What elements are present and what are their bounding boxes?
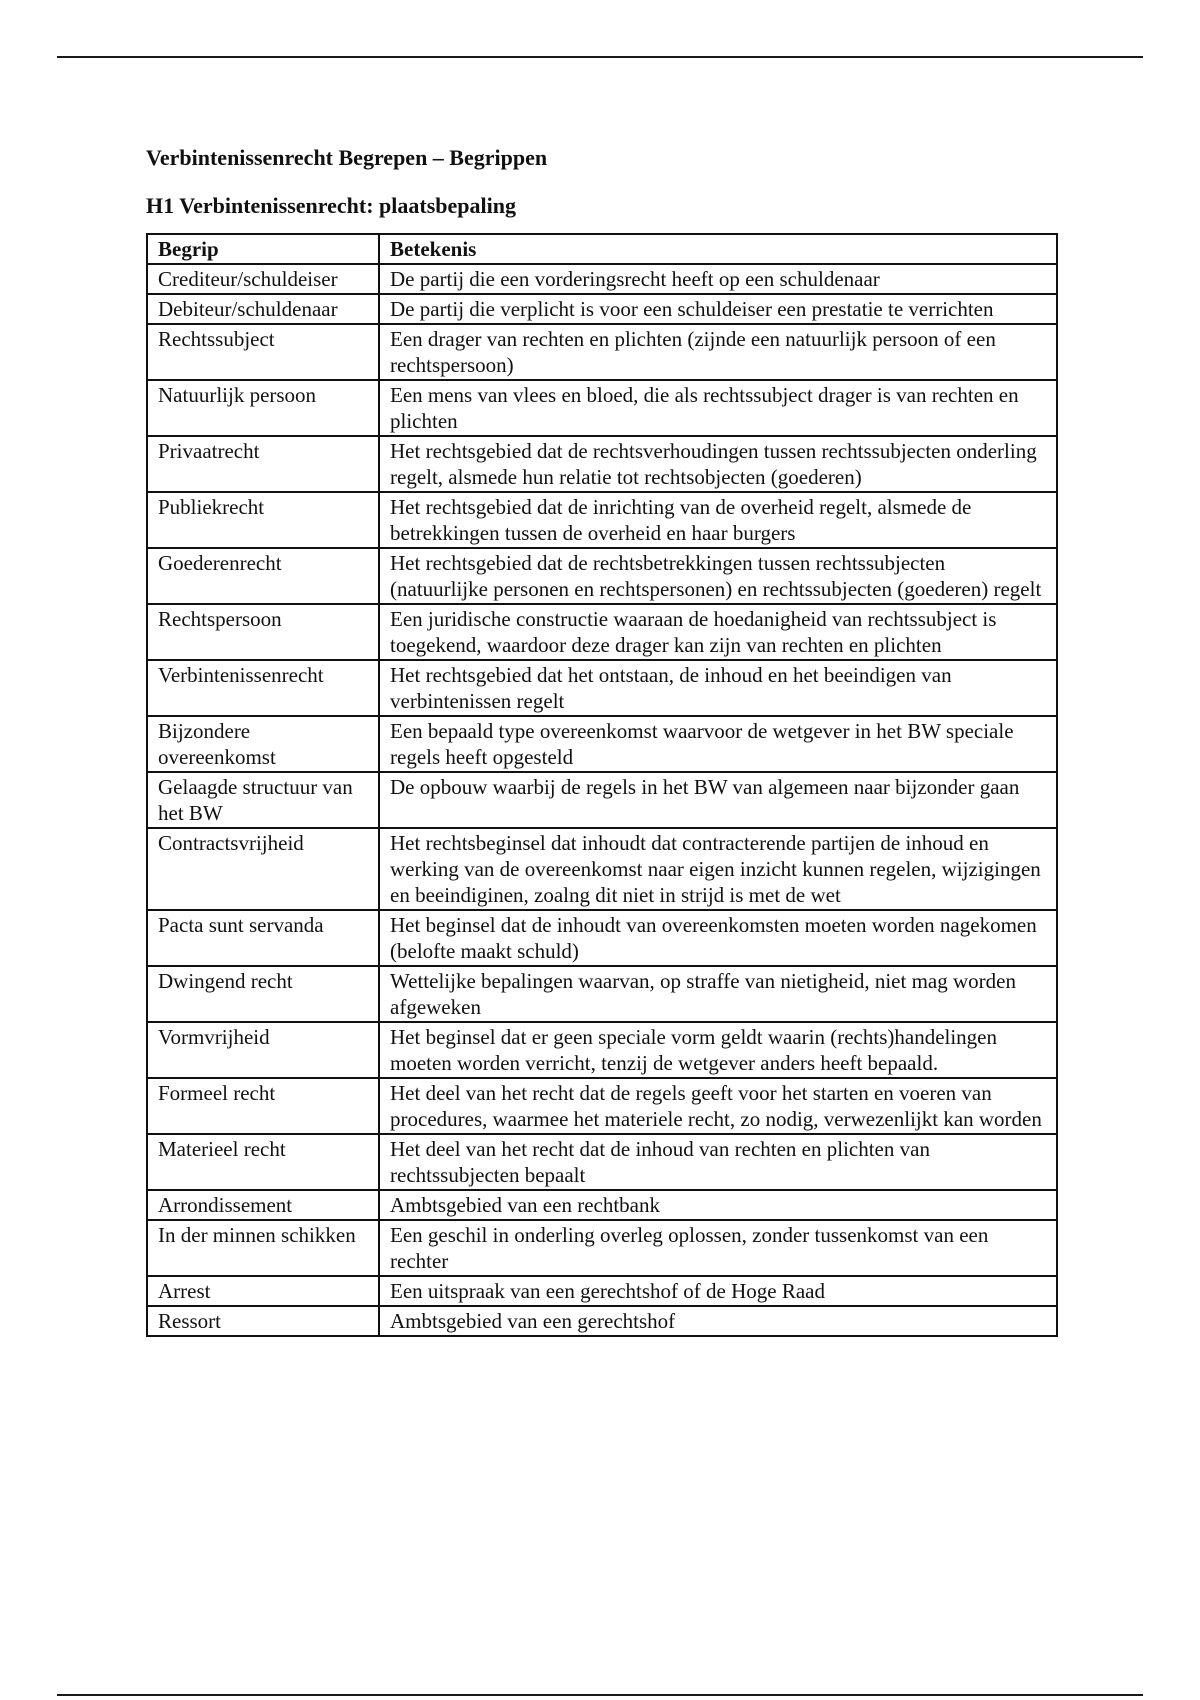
definition-cell: Het deel van het recht dat de regels geeft voor het starten en voeren van procedures, waarmee het materiele recht, zo nodig, verwezenlijkt kan worden	[379, 1078, 1057, 1134]
definition-cell: Een uitspraak van een gerechtshof of de Hoge Raad	[379, 1276, 1057, 1306]
table-row	[147, 1022, 1057, 1078]
table-header-row	[147, 234, 1057, 264]
definition-cell: Het rechtsbeginsel dat inhoudt dat contracterende partijen de inhoud en werking van de overeenkomst naar eigen inzicht kunnen regelen, wijzigingen en beeindiginen, zoalng dit niet in strijd is met de wet	[379, 828, 1057, 910]
definition-cell: Een juridische constructie waaraan de hoedanigheid van rechtssubject is toegekend, waardoor deze drager kan zijn van rechten en plichten	[379, 604, 1057, 660]
definition-cell: Ambtsgebied van een rechtbank	[379, 1190, 1057, 1220]
table-row	[147, 380, 1057, 436]
table-row	[147, 548, 1057, 604]
table-row	[147, 910, 1057, 966]
definition-cell: Een bepaald type overeenkomst waarvoor de wetgever in het BW speciale regels heeft opgesteld	[379, 716, 1057, 772]
term-cell: In der minnen schikken	[147, 1220, 379, 1276]
term-cell: Ressort	[147, 1306, 379, 1336]
definition-cell: De partij die verplicht is voor een schuldeiser een prestatie te verrichten	[379, 294, 1057, 324]
table-row	[147, 294, 1057, 324]
term-cell: Dwingend recht	[147, 966, 379, 1022]
term-cell: Materieel recht	[147, 1134, 379, 1190]
table-row	[147, 1276, 1057, 1306]
definition-cell: Een geschil in onderling overleg oplossen, zonder tussenkomst van een rechter	[379, 1220, 1057, 1276]
definition-cell: De partij die een vorderingsrecht heeft op een schuldenaar	[379, 264, 1057, 294]
definition-cell: Het beginsel dat de inhoudt van overeenkomsten moeten worden nagekomen (belofte maakt schuld)	[379, 910, 1057, 966]
column-header-begrip: Begrip	[147, 234, 379, 264]
term-cell: Goederenrecht	[147, 548, 379, 604]
section-title: H1 Verbintenissenrecht: plaatsbepaling	[146, 193, 516, 218]
definition-cell: Wettelijke bepalingen waarvan, op straffe van nietigheid, niet mag worden afgeweken	[379, 966, 1057, 1022]
terms-table	[146, 233, 1058, 1337]
definition-cell: Het beginsel dat er geen speciale vorm geldt waarin (rechts)handelingen moeten worden verricht, tenzij de wetgever anders heeft bepaald.	[379, 1022, 1057, 1078]
table-row	[147, 1306, 1057, 1336]
definition-cell: Een drager van rechten en plichten (zijnde een natuurlijk persoon of een rechtspersoon)	[379, 324, 1057, 380]
definition-cell: Het rechtsgebied dat de rechtsbetrekkingen tussen rechtssubjecten (natuurlijke personen en rechtspersonen) en rechtssubjecten (goederen) regelt	[379, 548, 1057, 604]
table-row	[147, 660, 1057, 716]
document-title: Verbintenissenrecht Begrepen – Begrippen	[146, 145, 548, 170]
table-row	[147, 772, 1057, 828]
page-content	[146, 145, 1056, 1337]
table-row	[147, 1134, 1057, 1190]
term-cell: Crediteur/schuldeiser	[147, 264, 379, 294]
term-cell: Bijzondere overeenkomst	[147, 716, 379, 772]
table-row	[147, 324, 1057, 380]
term-cell: Arrondissement	[147, 1190, 379, 1220]
table-row	[147, 604, 1057, 660]
term-cell: Vormvrijheid	[147, 1022, 379, 1078]
table-row	[147, 1078, 1057, 1134]
definition-cell: Het deel van het recht dat de inhoud van rechten en plichten van rechtssubjecten bepaalt	[379, 1134, 1057, 1190]
table-row	[147, 264, 1057, 294]
term-cell: Contractsvrijheid	[147, 828, 379, 910]
term-cell: Debiteur/schuldenaar	[147, 294, 379, 324]
term-cell: Rechtssubject	[147, 324, 379, 380]
table-row	[147, 492, 1057, 548]
term-cell: Privaatrecht	[147, 436, 379, 492]
definition-cell: Ambtsgebied van een gerechtshof	[379, 1306, 1057, 1336]
definition-cell: Het rechtsgebied dat de rechtsverhoudingen tussen rechtssubjecten onderling regelt, alsmede hun relatie tot rechtsobjecten (goederen)	[379, 436, 1057, 492]
table-row	[147, 436, 1057, 492]
table-row	[147, 716, 1057, 772]
table-row	[147, 828, 1057, 910]
header-rule	[57, 56, 1143, 58]
definition-cell: Het rechtsgebied dat de inrichting van de overheid regelt, alsmede de betrekkingen tussen de overheid en haar burgers	[379, 492, 1057, 548]
term-cell: Formeel recht	[147, 1078, 379, 1134]
term-cell: Arrest	[147, 1276, 379, 1306]
term-cell: Natuurlijk persoon	[147, 380, 379, 436]
table-row	[147, 1190, 1057, 1220]
term-cell: Pacta sunt servanda	[147, 910, 379, 966]
definition-cell: Het rechtsgebied dat het ontstaan, de inhoud en het beeindigen van verbintenissen regelt	[379, 660, 1057, 716]
table-row	[147, 966, 1057, 1022]
definition-cell: De opbouw waarbij de regels in het BW van algemeen naar bijzonder gaan	[379, 772, 1057, 828]
term-cell: Verbintenissenrecht	[147, 660, 379, 716]
footer-rule	[57, 1694, 1143, 1696]
table-row	[147, 1220, 1057, 1276]
term-cell: Rechtspersoon	[147, 604, 379, 660]
term-cell: Publiekrecht	[147, 492, 379, 548]
term-cell: Gelaagde structuur van het BW	[147, 772, 379, 828]
column-header-betekenis: Betekenis	[379, 234, 1057, 264]
definition-cell: Een mens van vlees en bloed, die als rechtssubject drager is van rechten en plichten	[379, 380, 1057, 436]
